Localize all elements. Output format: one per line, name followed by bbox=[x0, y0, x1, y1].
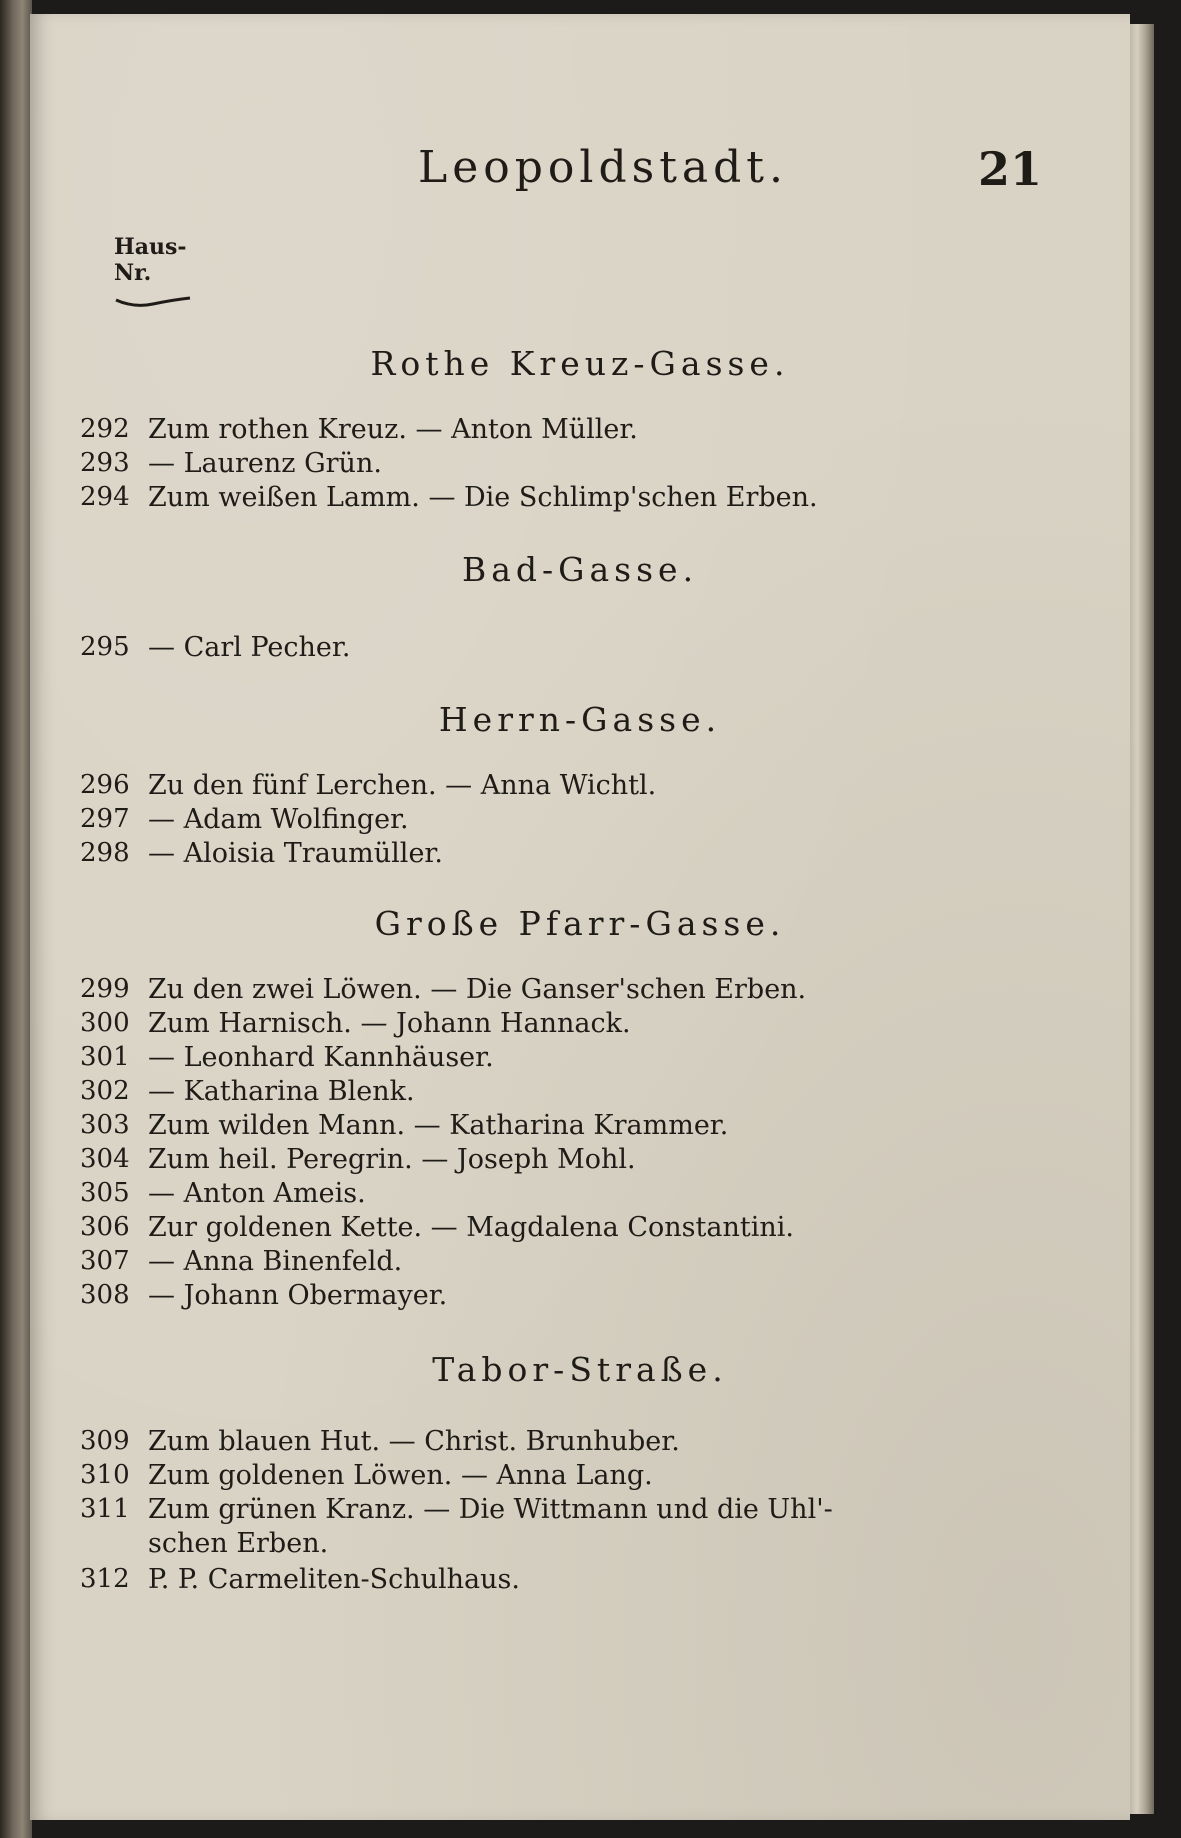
address-entry bbox=[30, 1212, 1130, 1246]
street-heading: Tabor-Straße. bbox=[432, 1350, 728, 1389]
entry-text: — Laurenz Grün. bbox=[148, 448, 382, 479]
house-number: 297 bbox=[80, 804, 130, 834]
book-page bbox=[30, 14, 1130, 1820]
house-number: 300 bbox=[80, 1008, 130, 1038]
house-number: 299 bbox=[80, 974, 130, 1004]
entry-text: P. P. Carmeliten-Schulhaus. bbox=[148, 1564, 520, 1595]
address-entry bbox=[30, 1076, 1130, 1110]
entry-continuation: schen Erben. bbox=[148, 1528, 329, 1559]
address-entry bbox=[30, 1008, 1130, 1042]
address-entry bbox=[30, 1110, 1130, 1144]
entry-text: — Carl Pecher. bbox=[148, 632, 351, 663]
column-label-rule bbox=[114, 296, 192, 308]
house-number: 302 bbox=[80, 1076, 130, 1106]
entry-text: Zum wilden Mann. — Katharina Krammer. bbox=[148, 1110, 729, 1141]
address-entry bbox=[30, 448, 1130, 482]
address-entry bbox=[30, 1426, 1130, 1460]
street-heading: Rothe Kreuz-Gasse. bbox=[370, 344, 790, 383]
entry-text: Zum rothen Kreuz. — Anton Müller. bbox=[148, 414, 638, 445]
entry-text: Zum grünen Kranz. — Die Wittmann und die Uhl'- bbox=[148, 1494, 833, 1525]
house-number: 293 bbox=[80, 448, 130, 478]
address-entry bbox=[30, 414, 1130, 448]
house-number: 312 bbox=[80, 1564, 130, 1594]
entry-text: — Anna Binenfeld. bbox=[148, 1246, 403, 1277]
entry-text: Zum weißen Lamm. — Die Schlimp'schen Erben. bbox=[148, 482, 818, 513]
house-number: 309 bbox=[80, 1426, 130, 1456]
address-entry bbox=[30, 1494, 1130, 1562]
street-heading: Bad-Gasse. bbox=[461, 550, 699, 589]
address-entry bbox=[30, 1246, 1130, 1280]
entry-text: Zum Harnisch. — Johann Hannack. bbox=[148, 1008, 631, 1039]
page-number: 21 bbox=[978, 142, 1043, 196]
address-entry bbox=[30, 838, 1130, 872]
entry-text: Zum goldenen Löwen. — Anna Lang. bbox=[148, 1460, 653, 1491]
address-entry bbox=[30, 804, 1130, 838]
address-entry bbox=[30, 1564, 1130, 1598]
entry-text: Zu den zwei Löwen. — Die Ganser'schen Erben. bbox=[148, 974, 807, 1005]
running-head: Leopoldstadt. bbox=[418, 142, 788, 193]
address-entry bbox=[30, 1460, 1130, 1494]
house-number: 306 bbox=[80, 1212, 130, 1242]
house-number-column-label bbox=[114, 234, 187, 286]
address-entry bbox=[30, 770, 1130, 804]
house-number: 301 bbox=[80, 1042, 130, 1072]
street-heading: Herrn-Gasse. bbox=[438, 700, 722, 739]
house-number: 308 bbox=[80, 1280, 130, 1310]
book-spine-gutter bbox=[0, 0, 32, 1838]
house-number: 292 bbox=[80, 414, 130, 444]
entry-text: — Anton Ameis. bbox=[148, 1178, 366, 1209]
entry-text: — Katharina Blenk. bbox=[148, 1076, 415, 1107]
address-entry bbox=[30, 1280, 1130, 1314]
house-number: 305 bbox=[80, 1178, 130, 1208]
street-heading: Große Pfarr-Gasse. bbox=[374, 904, 786, 943]
house-number: 311 bbox=[80, 1494, 130, 1524]
page-edge bbox=[1128, 24, 1154, 1814]
address-entry bbox=[30, 1042, 1130, 1076]
house-number: 294 bbox=[80, 482, 130, 512]
entry-text: Zum heil. Peregrin. — Joseph Mohl. bbox=[148, 1144, 636, 1175]
house-number: 307 bbox=[80, 1246, 130, 1276]
address-entry bbox=[30, 1144, 1130, 1178]
address-entry bbox=[30, 1178, 1130, 1212]
entry-text: Zu den fünf Lerchen. — Anna Wichtl. bbox=[148, 770, 657, 801]
house-number: 296 bbox=[80, 770, 130, 800]
entry-text: — Adam Wolfinger. bbox=[148, 804, 409, 835]
entry-text: — Johann Obermayer. bbox=[148, 1280, 448, 1311]
house-number: 310 bbox=[80, 1460, 130, 1490]
entry-text: — Aloisia Traumüller. bbox=[148, 838, 443, 869]
house-number: 304 bbox=[80, 1144, 130, 1174]
address-entry bbox=[30, 632, 1130, 666]
entry-text: Zur goldenen Kette. — Magdalena Constantini. bbox=[148, 1212, 794, 1243]
column-label-line: Haus- bbox=[114, 234, 187, 260]
entry-text: Zum blauen Hut. — Christ. Brunhuber. bbox=[148, 1426, 680, 1457]
address-entry bbox=[30, 974, 1130, 1008]
house-number: 298 bbox=[80, 838, 130, 868]
house-number: 303 bbox=[80, 1110, 130, 1140]
entry-text: — Leonhard Kannhäuser. bbox=[148, 1042, 494, 1073]
house-number: 295 bbox=[80, 632, 130, 662]
address-entry bbox=[30, 482, 1130, 516]
column-label-line: Nr. bbox=[114, 260, 152, 286]
